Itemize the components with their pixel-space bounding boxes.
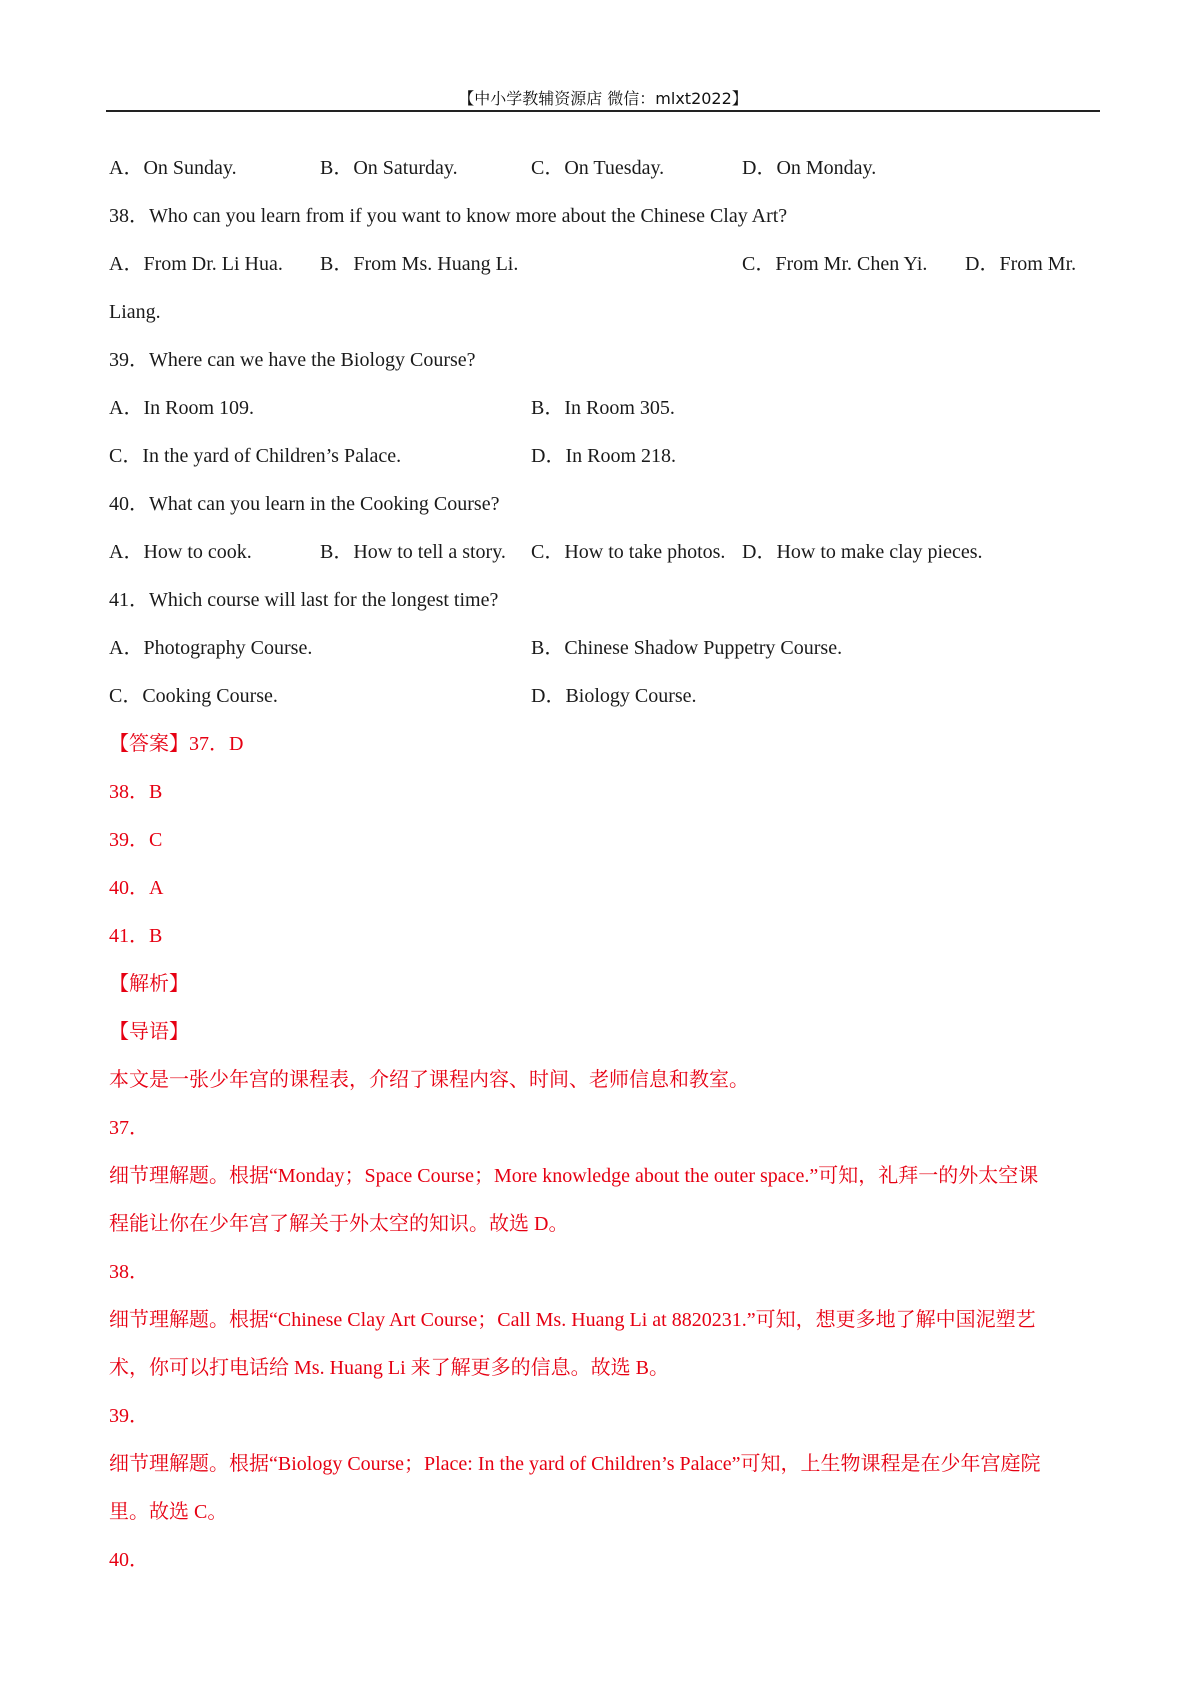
explanation-38-number: 38． — [109, 1261, 149, 1283]
q40-option-b: B．How to tell a story. — [320, 541, 506, 563]
explanation-37-number: 37． — [109, 1117, 149, 1139]
q39-question: 39．Where can we have the Biology Course? — [109, 349, 476, 371]
q37-option-a: A．On Sunday. — [109, 157, 237, 179]
q39-option-a: A．In Room 109. — [109, 397, 254, 419]
q38-question: 38．Who can you learn from if you want to know more about the Chinese Clay Art? — [109, 205, 788, 227]
q37-option-c: C．On Tuesday. — [531, 157, 665, 179]
q38-option-d: D．From Mr. — [965, 253, 1077, 275]
analysis-heading: 【解析】 — [109, 973, 189, 995]
q39-option-b: B．In Room 305. — [531, 397, 675, 419]
q40-option-d: D．How to make clay pieces. — [742, 541, 983, 563]
q38-option-c: C．From Mr. Chen Yi. — [742, 253, 928, 275]
explanation-37-line2: 程能让你在少年宫了解关于外太空的知识。故选 D。 — [109, 1213, 569, 1235]
q41-question: 41．Which course will last for the longest time? — [109, 589, 499, 611]
intro-text: 本文是一张少年宫的课程表，介绍了课程内容、时间、老师信息和教室。 — [109, 1069, 749, 1091]
answer-41: 41．B — [109, 925, 163, 947]
page-header: 【中小学教辅资源店 微信：mlxt2022】 — [458, 89, 748, 108]
q40-option-a: A．How to cook. — [109, 541, 252, 563]
answer-38: 38．B — [109, 781, 163, 803]
answer-39: 39．C — [109, 829, 163, 851]
explanation-39-number: 39． — [109, 1405, 149, 1427]
q41-option-d: D．Biology Course. — [531, 685, 697, 707]
answer-40: 40．A — [109, 877, 164, 899]
q38-option-a: A．From Dr. Li Hua. — [109, 253, 283, 275]
explanation-39-line1: 细节理解题。根据“Biology Course；Place: In the yard of Children’s Palace”可知，上生物课程是在少年宫庭院 — [109, 1453, 1041, 1475]
q41-option-b: B．Chinese Shadow Puppetry Course. — [531, 637, 843, 659]
q37-option-b: B．On Saturday. — [320, 157, 458, 179]
intro-heading: 【导语】 — [109, 1021, 189, 1043]
q38-option-b: B．From Ms. Huang Li. — [320, 253, 519, 275]
q39-option-d: D．In Room 218. — [531, 445, 676, 467]
answer-label-37: 【答案】37．D — [109, 733, 244, 755]
q40-question: 40．What can you learn in the Cooking Course? — [109, 493, 500, 515]
explanation-38-line2: 术，你可以打电话给 Ms. Huang Li 来了解更多的信息。故选 B。 — [109, 1357, 669, 1379]
q40-option-c: C．How to take photos. — [531, 541, 726, 563]
q37-option-d: D．On Monday. — [742, 157, 877, 179]
explanation-40-number: 40． — [109, 1549, 149, 1571]
q39-option-c: C．In the yard of Children’s Palace. — [109, 445, 402, 467]
header-divider — [106, 110, 1100, 112]
q41-option-a: A．Photography Course. — [109, 637, 313, 659]
explanation-38-line1: 细节理解题。根据“Chinese Clay Art Course；Call Ms. Huang Li at 8820231.”可知，想更多地了解中国泥塑艺 — [109, 1309, 1036, 1331]
q38-option-d-continuation: Liang. — [109, 301, 161, 323]
explanation-37-line1: 细节理解题。根据“Monday；Space Course；More knowledge about the outer space.”可知，礼拜一的外太空课 — [109, 1165, 1039, 1187]
explanation-39-line2: 里。故选 C。 — [109, 1501, 228, 1523]
q41-option-c: C．Cooking Course. — [109, 685, 278, 707]
